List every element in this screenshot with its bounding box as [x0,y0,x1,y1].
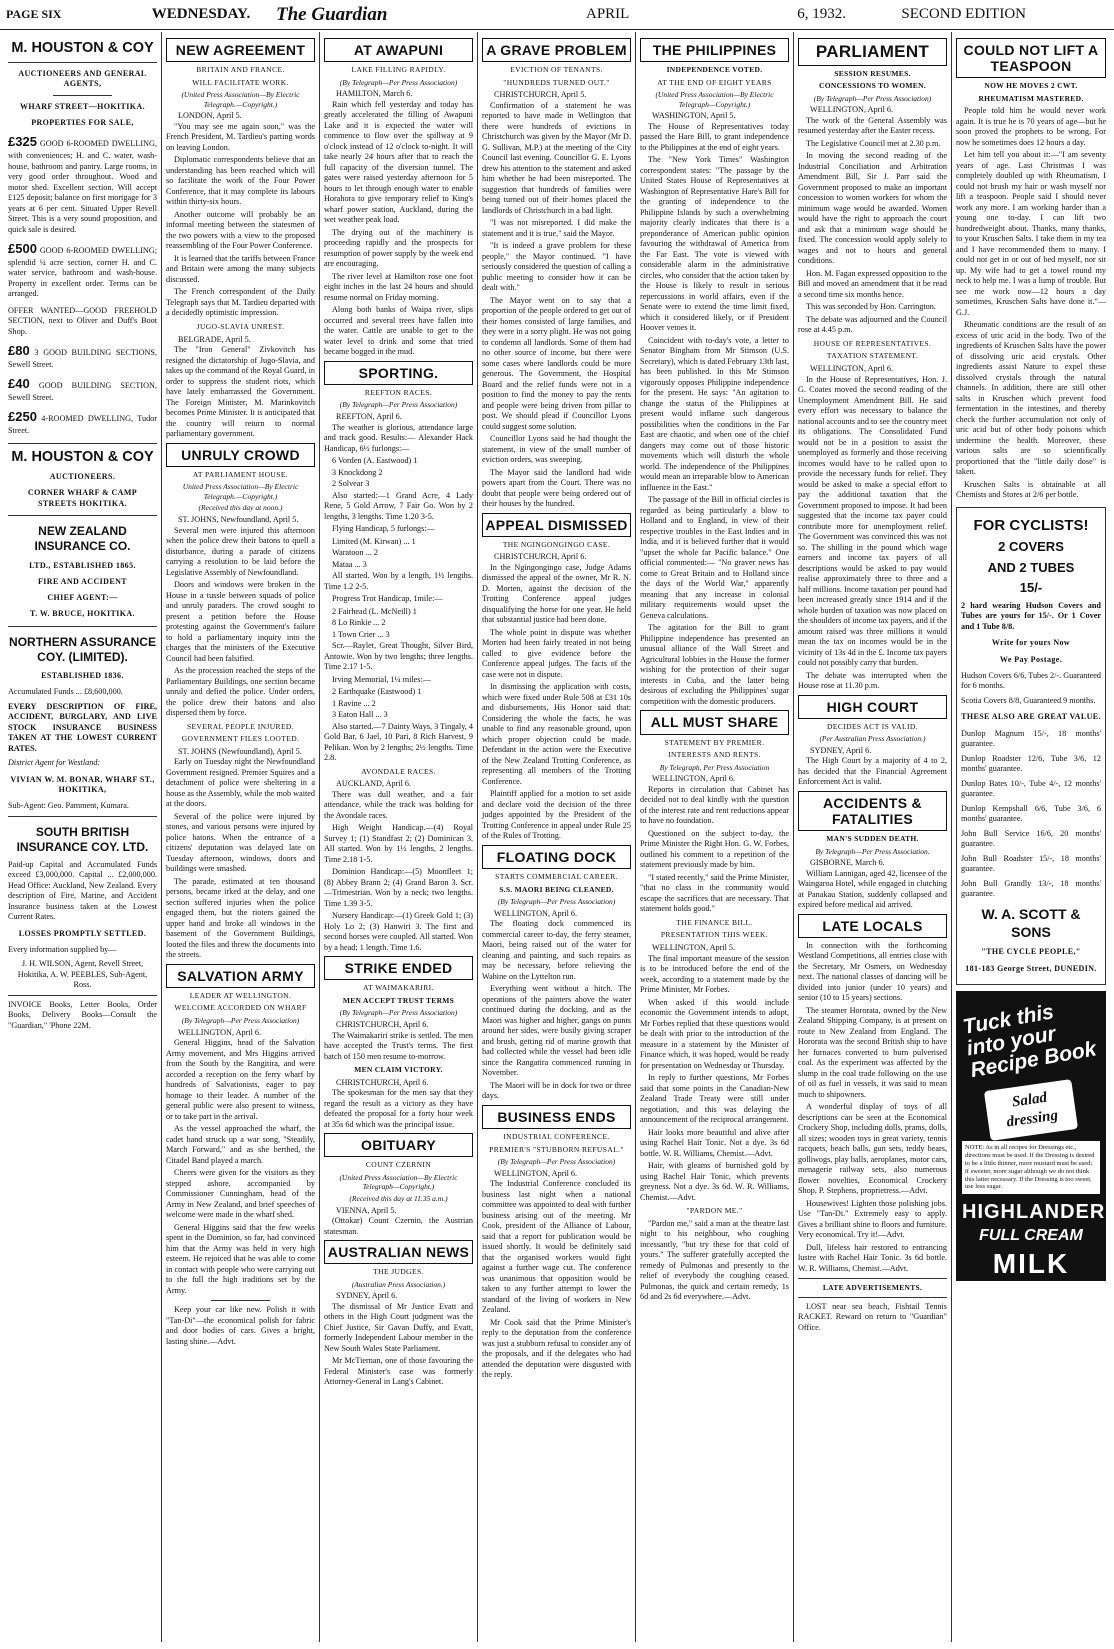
subheading: STATEMENT BY PREMIER. [664,737,765,747]
ad-text: Scotia Covers 8/8, Guaranteed 9 months. [961,695,1096,705]
article-paragraph: Everything went without a hitch. The operations of the painters above the water continued during the docking, and as the Maori was higher and higher, gangs on punts around her sides, were busily giving scraper and brush, getting rid of marine growth that had collected while the vessel had been idle since the Rangatira commenced running in November. [482,984,631,1078]
dateline: CHRISTCHURCH, April 6. [494,552,587,562]
subheading: WILL FACILITATE WORK. [192,77,289,87]
article-paragraph: In the Ngingongingo case, Judge Adams dismissed the appeal of the owner, Mr R. N. D. Morten, against the decision of the Trotting Conference appeal judges disqualifying the horse for one year. He held that substantial justice had been done. [482,562,631,625]
ad-text: Accumulated Funds ... £8,600,000. [8,687,123,697]
ad-firm-heading: M. HOUSTON & COY [11,40,154,56]
article-paragraph: Early on Tuesday night the Newfoundland Government resigned. Premier Squires and a detachment of police were sheltering in a house as the Assembly, while the mob waited at the doors. [166,757,315,809]
headline: AT AWAPUNI [324,38,473,62]
article-paragraph: "I stated recently," said the Prime Minister, "that no class in the community would escape the sacrifices that are necessary. That statement holds good." [640,872,789,914]
ad-line: WHARF STREET—HOKITIKA. [20,102,145,112]
listing-text: GOOD 6-ROOMED DWELLING; splendid ¼ acre section, corner H. and C. water service, bathroom and wash-house. Property in excellent order. Terms can be arranged. [8,246,157,299]
subheading: BRITAIN AND FRANCE. [196,65,285,75]
article-paragraph: Hair, with gleams of burnished gold by using Rachel Hair Tonic, which prevents greyness. Not a dye. 3s 6d. W. R. Williams, Chemist.—Advt. [640,1161,789,1202]
subheading: THE FINANCE BILL. [676,917,753,927]
headline: STRIKE ENDED [324,956,473,980]
ad-text: Dunlop Kempshall 6/6, Tube 3/6, 6 months' guarantee. [961,803,1101,824]
article-paragraph: It is learned that the tariffs between France and Britain were among the many subjects discussed. [166,253,315,284]
property-listing [8,409,157,436]
ad-line: ESTABLISHED 1836. [41,671,124,681]
subheading: RHEUMATISM MASTERED. [978,93,1084,103]
subheading: WELCOME ACCORDED ON WHARF [174,1003,307,1013]
article-paragraph: Progress Trot Handicap, 1mile:— [332,594,443,604]
subheading: PRESENTATION THIS WEEK. [660,930,769,940]
subheading: INTERESTS AND RENTS. [668,750,761,760]
article-paragraph: The Waimakariri strike is settled. The men have accepted the Trust's terms. The first batch of 150 men resume to-morrow. [324,1030,473,1061]
subheading: INDUSTRIAL CONFERENCE. [503,1131,610,1141]
subheading: AT PARLIAMENT HOUSE. [192,469,289,479]
headline: SALVATION ARMY [166,964,315,988]
article-paragraph: The final important measure of the session is to be introduced before the end of the week, according to a statement made by the Prime Minister, Mr Forbes. [640,953,789,995]
subheading: "PARDON ME." [686,1206,743,1216]
subheading: STARTS COMMERCIAL CAREER. [495,872,618,882]
ad-text: John Bull Grandly 13/-, 18 months' guarantee. [961,878,1101,899]
race-result: Mataa ... 3 [332,559,367,569]
cyclist-advert [956,507,1106,985]
subheading: COUNT CZERNIN [365,1160,432,1170]
credit-line: (By Telegraph—Per Press Association) [181,1016,300,1025]
ad-text: John Bull Service 16/6, 20 months' guarantee. [961,828,1101,849]
article-paragraph: The floating dock commenced its commercial career to-day, the ferry steamer, Maori, being raised out of the water for cleaning and painting, and such repairs as may be necessary, before relieving the Wahine on the Lyttelton run. [482,919,631,981]
article-paragraph: The Legislative Council met at 2.30 p.m. [806,138,941,148]
divider [8,62,157,63]
article-paragraph: This was seconded by Hon. Carrington. [806,302,936,312]
subheading: AT WAIMAKARIRI. [363,983,434,993]
article-paragraph: The river level at Hamilton rose one foot eight inches in the last 24 hours and should resume normal on Friday morning. [324,271,473,302]
article-paragraph: As the vessel approached the wharf, the cadet band struck up a war song, "Steadily, March Forward," and as she berthed, the Citadel Band played a march. [166,1124,315,1165]
credit-line: By Telegraph—Per Press Association. [815,846,930,856]
ad-text: Paid-up Capital and Accumulated Funds exceed £3,000,000. Capital ... £2,000,000. Head Office: Auckland, New Zealand. Every description of Fire, Marine, and Accident Insurance business taken at the Lowest Current Rates. [8,859,157,922]
article-paragraph: In dismissing the application with costs, which were fixed under Rule 508 at £31 10s and disbursements, His Honor said that: Considering the whole the facts, he was unable to find any reasonable ground, upon which proper objection could be made. Defendant in the action were the Executive of the New Zealand Trotting Conference, as representing all members of the Trotting Conference. [482,682,631,786]
article-paragraph: Another outcome will probably be an informal meeting between the statesmen of the two powers with a view to the proposed reassembling of the Four Power Conference. [166,209,315,251]
divider [8,626,157,627]
headline: UNRULY CROWD [166,443,315,467]
article-paragraph: Reports in circulation that Cabinet has decided not to deal kindly with the question of the interest rate and rent reductions appear to have no foundation. [640,784,789,826]
brand-tagline: FULL CREAM [979,1226,1083,1244]
ad-line: "THE CYCLE PEOPLE," [981,947,1081,957]
article-paragraph: Dull, lifeless hair restored to entrancing lustre with Rachel Hair Tonic. 3s 6d bottle. W. R. Williams, Chemist.—Advt. [798,1242,947,1273]
column-4 [478,32,636,1642]
article-paragraph: Doors and windows were broken in the House in a tussle between squads of police and unruly paraders. The crowd sought to present a petition before the House protesting against the Government's failure to hold a parliamentary inquiry into the charges that the ministers of the Executive Council had been falsified. [166,580,315,663]
race-result: 2 Fairhead (L. McNeill) 1 [332,606,417,616]
dateline: WELLINGTON, April 5. [652,943,736,953]
listing-price: £325 [8,134,37,150]
dateline: GISBORNE, March 6. [810,858,885,868]
article-paragraph: Kruschen Salts is obtainable at all Chemists and Stores at 2/6 per bottle. [956,479,1106,500]
article-paragraph: In connection with the forthcoming Westland Competitions, all entries close with the Secretary, Mr Osmers, on Wednesday next. The national classes of dancing will be divided into junior (under 10 years) and senior (10 to 15 years) sections. [798,940,947,1003]
credit-line: (United Press Association—By Electric Telegraph—Copyright.) [655,90,774,109]
ad-heading: 2 COVERS [998,539,1064,555]
ad-line: T. W. BRUCE, HOKITIKA. [30,609,135,619]
ad-line: THESE ALSO ARE GREAT VALUE. [961,712,1101,722]
subheading: LEADER AT WELLINGTON. [189,990,292,1000]
subheading: "HUNDREDS TURNED OUT." [503,77,610,87]
article-paragraph: When asked if this would include economic the Government intends to adopt, Mr Forbes replied that these questions would be dealt with prior to the introduction of the measure in a statement by the Minister of Finance which, it was hoped, would be ready for presentation on Wednesday or Thursday. [640,997,789,1070]
received-line: (Received this day at 11.35 a.m.) [349,1194,448,1203]
divider [211,1300,271,1301]
article-paragraph: Hair looks more beautiful and alive after using Rachel Hair Tonic. Not a dye. 3s 6d bottle. W. R. Williams, Chemist.—Advt. [640,1127,789,1158]
article-paragraph: The "Iron General" Zivkovitch has resigned the dictatorship of Jugo-Slavia, and takes up the command of the Royal Guard, in order to suppress the student riots, which have lately embarrassed the Government. The Foreign Minister, M. Marinkovitch becomes Prime Minister. It is anticipated that the country will return to normal parliamentary government. [166,345,315,439]
subheading: SEVERAL PEOPLE INJURED. [186,721,295,731]
property-listing [8,343,157,370]
month: APRIL [586,6,630,22]
headline: A GRAVE PROBLEM [482,38,631,62]
newspaper-title: The Guardian [276,3,388,25]
article-paragraph: Plaintiff applied for a motion to set aside and declare void the decision of the three judges appointed by the President of the Trotting Conference in appeal under Rule 25 of the Rules of Trotting. [482,789,631,841]
credit-line: (United Press Association—By Electric Telegraph—Copyright.) [339,1172,458,1192]
property-listing [8,376,157,403]
article-paragraph: The whole point in dispute was whether Morten had been fairly treated in not being called to give evidence before the Conference appeal judges. The facts of the case were not in dispute. [482,627,631,679]
subheading: JUGO-SLAVIA UNREST. [196,321,285,331]
article-paragraph: In moving the second reading of the Industrial Conciliation and Arbitration Amendment Bill, Sir J. Parr said the Government proposed to make an important concession to women workers for whom the minimum wage would be awarded. Women would have the right to approach the court and ask that a minimum wage should be fixed. The concession would apply solely to wages and not to hours and general conditions. [798,151,947,266]
date: 6, 1932. [797,6,846,22]
ad-text: 2 hard wearing Hudson Covers and Tubes are yours for 15/-. Or 1 Cover and 1 Tube 8/8. [961,600,1101,631]
column-5 [636,32,794,1642]
column-2 [162,32,320,1642]
divider [8,995,157,996]
article-paragraph: Nursery Handicap:—(1) Greek Gold 1; (3) Holy Lo 2; (3) Hanwiri 3. The first and second horses were coupled. All started. Won by a head; 1 length. Time 1.6. [324,911,473,952]
edition: SECOND EDITION [901,6,1026,22]
column-3 [320,32,478,1642]
divider [798,1297,947,1298]
article-paragraph: Housewives! Lighten those polishing jobs. Use "Tan-Di." Extremely easy to apply. Gives a brilliant shine to floors and furniture. Very economical. Try it!—Advt. [798,1198,947,1240]
headline: THE PHILIPPINES [640,38,789,62]
article-paragraph: The parade, estimated at ten thousand persons, became irked at the delay, and one section suffered injuries when the police engaged them, but the rioters gained the upper hand and broke all windows in the basement of the Government Buildings, looted the files and threw the documents into the streets. [166,876,315,960]
article-paragraph: There was dull weather, and a fair attendance, while the track was holding for the Avondale races. [324,789,473,820]
dateline: VIENNA, April 5. [336,1205,397,1215]
ad-firm-heading: M. HOUSTON & COY [11,448,154,465]
weekday: WEDNESDAY. [151,6,251,22]
article-paragraph: Mr McTiernan, one of those favouring the Federal Minister's case was formerly Attorney-General in Lang's Cabinet. [324,1356,473,1387]
headline: PARLIAMENT [798,38,947,66]
listing-price: £500 [8,241,37,257]
dateline: CHRISTCHURCH, April 6. [336,1020,429,1030]
subheading: SESSION RESUMES. [834,68,911,78]
insurance-heading: NEW ZEALAND INSURANCE CO. [34,523,131,554]
article-paragraph: The "New York Times" Washington correspondent states: "The passage by the United States House of Representatives at Washington of Representative Hare's Bill for the granting of independence to the Philippine Islands by such a overwhelming majority clearly indicates that there is a preponderance of American public opinion favouring the withdrawal of America from the Far East. The vote is viewed with considerable alarm in the administrative circles, who consider that the action taken by the House is likely to result in serious repercussions in world affairs, even if the Senate were to extend the time limit fixed, which it considered likely, or if President Hoover vetoes it. [640,155,789,333]
headline: APPEAL DISMISSED [482,513,631,537]
article-paragraph: The Mayor went on to say that a proportion of the people ordered to get out of their homes consisted of large families, and they were in a sorry plight. He was not going to condemn all landlords. Some of them had no other source of income, but there were some cases where landlords could be more generous. The Government, the Hospital Board and the relief funds were not in a position to find the money to pay the rents and people were being driven from pillar to post. We should plead if Councillor Lyons could suggest some solution. [482,295,631,431]
article-paragraph: The passage of the Bill in official circles is regarded as being particularly a blow to Holland and to England, in view of their respective troubles in the East Indies and in India, and it is believed further that it would "upset the whole far Pacific balance." One official commented:— "No graver news has come to Great Britain and to Holland since the days of the World War," apparently meaning that any increase in colonial military requirements would upset the Geneva calculations. [640,495,789,620]
article-paragraph: William Lannigan, aged 42, licensee of the Waingaroa Hotel, while engaged in clutching at Panakau Station, suddenly collapsed and expired before medical aid arrived. [798,868,947,910]
subheading: PREMIER'S "STUBBORN REFUSAL." [489,1144,624,1154]
subheading: LAKE FILLING RAPIDLY. [351,65,446,75]
ad-note: NOTE: As in all recipes for Dressings etc., directions must be used. If the Dressing is desired to be a little thinner, more mustard must be used; if sweeter, more sugar although we do not think this latter necessary. If the Dressing is too sweet, use less sugar. [962,1141,1100,1194]
subheading: CONCESSIONS TO WOMEN. [819,81,926,91]
dateline: LONDON, April 5. [178,111,242,121]
headline: LATE LOCALS [798,914,947,938]
race-result: 2 Earthquake (Eastwood) 1 [332,687,422,697]
listing-text: GOOD 6-ROOMED DWELLING, with conveniences; H. and C. water, wash-house, bathroom and pantry. Large rooms, in very good order throughout. Wood and motor shed. Excellent section. Will accept £125 deposit; balance on first mortgage for 3 years at 6 per cent. Situated Upper Revell Street. This is a very sound proposition, and quick sale is desired. [8,139,158,234]
article-paragraph: Rain which fell yesterday and today has greatly accelerated the filling of Awapuni Lake and it is expected the water will commence to flow over the spillway at 9 o'clock instead of 12 o'clock to-night. It will take nearly 24 hours after that to reach the full capacity of the diversion tunnel. The gates were raised yesterday afternoon for 5 hours to let through enough water to enable Horahora to give temporary relief to King's wharf power station, Auckland, during the wet weather peak load. [324,99,473,225]
subheading: TAXATION STATEMENT. [826,351,919,361]
article-paragraph: The work of the General Assembly was resumed yesterday after the Easter recess. [798,115,947,136]
article-paragraph: Also started:—1 Grand Acre, 4 Lady Rene, 5 Gold Arrow, 7 Fair Go. Won by 2 lengths, 3 lengths. Time 1.20 3-5. [324,490,473,521]
article-paragraph: General Higgins, head of the Salvation Army movement, and Mrs Higgins arrived from the South by the Rangitira, and were accorded a reception on the ferry wharf by hundreds of Salvationists, eager to pay homage to their leader. A number of the general public were also present to witness, or to take part in the arrival. [166,1038,315,1121]
dateline: WELLINGTON, April 6. [810,364,894,374]
article-paragraph: In reply to further questions, Mr Forbes said that some points in the Canadian-New Zealand Trade Treaty were still under negotiation, and this was delaying the announcement of the reciprocal arrangement. [640,1073,789,1125]
credit-line: By Telegraph, Per Press Association [659,762,770,772]
subheading: LATE ADVERTISEMENTS. [822,1283,923,1293]
listing-text: GOOD BUILDING SECTION, Sewell Street. [8,381,157,402]
race-result: 3 Knockdong 2 [332,467,383,477]
article-paragraph: A wonderful display of toys of all descriptions can be seen at the Economical Crockery Shop, including dolls, prams, dolls, all sizes; wooden toys in great variety, tennis racquets, beach balls, gun sets, teddy bears, golliwogs, play balls, aeroplanes, motor cars, menagerie railway sets, also numerous flower novelties, Economical Crockery Shop, P. Stephens, proprietress.—Advt. [798,1102,947,1196]
ad-text: INVOICE Books, Letter Books, Order Books, Delivery Books—Consult the "Guardian," 'Phone 22M. [8,999,157,1030]
dateline: REEFTON, April 6. [336,412,402,422]
property-listing [8,134,157,235]
dateline: WASHINGTON, April 5. [652,111,736,121]
ad-heading: Tuck this into your Recipe Book [961,1000,1099,1083]
column-6 [794,32,952,1642]
article-paragraph: Questioned on the subject to-day, the Prime Minister the Right Hon. G. W. Forbes, outlined his comment to a repetition of the statement previously made by him. [640,828,789,870]
listing-price: £250 [8,409,37,425]
masthead [0,0,1114,30]
insurance-heading: SOUTH BRITISH INSURANCE COY. LTD. [16,824,149,855]
insurance-heading: NORTHERN ASSURANCE COY. (LIMITED). [9,634,156,664]
race-result: 1 Ravine ... 2 [332,698,376,708]
article-paragraph: The dismissal of Mr Justice Evatt and others in the High Court judgment was the Chief Justice, Sir Gavan Duffy, and Evatt, formerly Independent Labour member in the New South Wales State Parliament. [324,1301,473,1353]
race-result: Limited (M. Kirwan) ... 1 [332,536,416,546]
race-result: 1 Town Crier ... 3 [332,629,390,639]
ad-line: We Pay Postage. [999,654,1063,664]
article-paragraph: Confirmation of a statement he was reported to have made in Wellington that there were hundreds of evictions in Christchurch was given by the Mayor (Mr D. G. Sullivan, M.P.) at the meeting of the City Council last evening. Councillor G. E. Lyons drew his attention to the statement and asked him whether he had been misreported. The suggestion that hundreds of families were being turned out of their homes placed the landlords of Christchurch in a bad light. [482,100,631,215]
property-listing [8,241,157,300]
ad-heading: FOR CYCLISTS! [973,516,1089,534]
subheading: REEFTON RACES. [364,387,433,397]
credit-line: (Per Australian Press Association.) [819,734,926,744]
race-result: 2 Solvear 3 [332,479,370,489]
article-paragraph: LOST near sea beach, Fishtail Tennis RACKET. Reward on return to "Guardian" Office. [798,1301,947,1332]
article-paragraph: "It is indeed a grave problem for these people," the Mayor continued. "I have seriously considered the question of calling a public meeting to consider how it can be dealt with." [482,241,631,293]
salad-dressing-card: Salad dressing [984,1079,1078,1141]
received-line: (Received this day at noon.) [198,503,283,513]
dateline: AUCKLAND, April 6. [336,779,412,789]
ad-line: VIVIAN W. M. BONAR, WHARF ST., HOKITIKA, [10,774,155,795]
ad-line: AUCTIONEERS. [49,472,116,482]
dateline: ST. JOHNS (Newfoundland), April 5. [178,746,302,756]
article-paragraph: The High Court by a majority of 4 to 2, has decided that the Financial Agreement Enforcement Act is valid. [798,756,947,787]
credit-line: (By Telegraph—Per Press Association) [339,1008,458,1018]
article-paragraph: The steamer Hororata, owned by the New Zealand Shipping Company, is at present on route to New Zealand from England. The Hororata was the second British ship to have her furnaces converted to burn pulverised coal. As the experiment was affected by the slump in the coal trade following on the use of oil as fuel in vessels, it was said to mean much to shipowners. [798,1005,947,1099]
credit-line: (By Telegraph—Per Press Association) [339,77,458,87]
ad-price: 15/- [1019,580,1043,596]
article-paragraph: "I was not misreported. I did make the statement and it is true," said the Mayor. [482,218,631,238]
race-result: Waratoon ... 2 [332,548,378,558]
ad-text: Sub-Agent: Geo. Pamment, Kumara. [8,801,129,811]
article-paragraph: (Ottokar) Count Czernin, the Austrian statesman. [324,1216,473,1236]
article-paragraph: The drying out of the machinery is proceeding rapidly and the prospects for resumption of power supply by the week end are encouraging. [324,227,473,269]
ad-line: FIRE AND ACCIDENT [37,576,128,586]
column-7 [952,32,1110,1642]
subheading: GOVERNMENT FILES LOOTED. [181,734,300,744]
ad-line: LOSSES PROMPTLY SETTLED. [18,928,147,938]
race-result: 6 Vorden (A. Eastwood) 1 [332,456,418,466]
ad-line: AUCTIONEERS AND GENERAL AGENTS, [18,68,147,88]
article-paragraph: Let him tell you about it:—"I am seventy years of age. Last Christmas I was completely doubled up with Rheumatism, I could not brush my hair or wash myself nor lift a teaspoon. People said I should never work any more. I am working harder than a young one to-day. I can lift two hundredweight about. Thanks, many thanks, to your Kruschen Salts. I take them in my tea and I have recommended them to many. I could not get in or out of bed myself, nor sit up. My wife had to get a towel round my neck to help me. I was a lump of trouble. But see me work now—12 hours a day sometimes, Kruschen Salts have done it."—G.J. [956,150,1106,317]
article-paragraph: Councillor Lyons said he had thought the statement, in view of the small number of eviction orders, was sweeping. [482,434,631,465]
ad-line: CORNER WHARF & CAMP STREETS HOKITIKA. [27,488,138,508]
headline: ALL MUST SHARE [640,710,789,734]
article-paragraph: The Mayor said the landlord had wide powers apart from the Court. There was no doubt that people were being ordered out of their houses by the hundred. [482,467,631,509]
ad-text: District Agent for Westland: [8,758,101,768]
subheading: S.S. MAORI BEING CLEANED. [499,884,614,894]
article-paragraph: As the procession reached the steps of the Parliamentary Buildings, one section became unruly and defied the police. Under orders, the police drew their batons and also dispersed them by force. [166,666,315,718]
article-paragraph: The French correspondent of the Daily Telegraph says that M. Tardieu departed with a decidedly optimistic impression. [166,287,315,318]
race-result: 8 Lo Rinkie ... 2 [332,618,386,628]
dateline: WELLINGTON, April 6. [810,105,894,115]
credit-line: (By Telegraph—Per Press Association) [497,1157,616,1167]
headline: ACCIDENTS & FATALITIES [798,791,947,831]
ad-text: Hudson Covers 6/6, Tubes 2/-. Guaranteed for 6 months. [961,670,1101,691]
ad-text: Every information supplied by— [8,944,117,954]
dateline: WELLINGTON, April 6. [652,774,736,784]
article-paragraph: The Industrial Conference concluded its business last night when a national committee was appointed to deal with further business arising out of the meeting. Mr Cook, president of the Alliance of Labour, said that a report for publication would be issued shortly. It would be definitely said that the organised workers would fight against a further wage cut. The conference was unanimous that opposition would be taken to any further attempt to lower the standard of the living of workers in New Zealand. [482,1179,631,1315]
credit-line: (United Press Association—By Electric Telegraph.—Copyright.) [181,90,300,109]
dateline: CHRISTCHURCH, April 6. [336,1077,429,1087]
article-paragraph: Cheers were given for the visitors as they stepped ashore, accompanied by Commissioner Cunningham, head of the Army in New Zealand, and brief speeches of welcome were made in the wharf shed. [166,1168,315,1220]
dateline: BELGRADE, April 5. [178,334,251,344]
article-paragraph: The weather is glorious, attendance large and track good. Results:— Alexander Hack Handicap, 6½ furlongs:— [324,422,473,453]
article-paragraph: Also started.—7 Dainty Ways, 3 Tingaly, 4 Gold Bar, 6 Jael, 10 Pari, 8 Rich Harvest, 9 Pelikan. Won by 2 lengths; 2½ lengths. Time 2.8. [324,721,473,763]
headline: AUSTRALIAN NEWS [324,1240,473,1264]
ad-line: LTD., ESTABLISHED 1865. [29,560,136,570]
article-paragraph: Flying Handicap, 5 furlongs:— [332,524,435,534]
article-paragraph: People told him he would never work again. It is true he is 70 years of age—but he soon proved the prophets to be wrong. For now he sometimes does 12 hours a day. [956,106,1106,147]
subheading: DECIDES ACT IS VALID. [827,721,918,731]
dateline: WELLINGTON, April 6. [494,908,578,918]
subheading: AVONDALE RACES. [361,766,436,776]
ad-line: CHIEF AGENT:— [47,593,118,603]
article-paragraph: "Pardon me," said a man at the theatre last night to his neighbour, who coughing incessantly, "but try these for that cold of yours." The sufferer gratefully accepted the remedy of Pulmonas and presently to the relief of everybody the coughing ceased. Pulmonas, the quick and certain remedy, 1s 6d and 2s 6d everywhere.—Advt. [640,1218,789,1302]
article-paragraph: Several men were injured this afternoon when the police drew their batons to quell a disturbance, during a parade of citizens carrying a resolution to be laid before the Legislative Assembly of Newfoundland. [166,525,315,577]
headline: HIGH COURT [798,695,947,719]
article-paragraph: Scr.—Raylet, Great Thought, Silver Bird, Antowie. Won by two lengths; three lengths. Time 2.17 1-5. [324,641,473,672]
article-paragraph: All started. Won by a length, 1½ lengths. Time 1.2 2-5. [324,571,473,591]
column-1 [4,32,162,1642]
brand-name: HIGHLANDER [962,1201,1106,1224]
page-columns [4,32,1110,1642]
ad-line: PROPERTIES FOR SALE, [31,118,134,128]
credit-line: (By Telegraph—Per Press Association) [497,897,616,907]
headline: FLOATING DOCK [482,845,631,869]
headline: COULD NOT LIFT A TEASPOON [956,38,1106,78]
listing-text: 4-ROOMED DWELLING, Tudor Street. [8,414,158,436]
brand-product: MILK [992,1248,1070,1280]
property-listing: OFFER WANTED—GOOD FREEHOLD SECTION, next to Oliver and Duff's Boot Shop. [8,305,157,336]
article-paragraph: Mr Cook said that the Prime Minister's reply to the deputation from the conference was just a stubborn refusal to consider any of the proposals, and if the delegates who had attended the deputation were disgusted with the reply. [482,1317,631,1380]
ad-text: John Bull Roadster 15/-, 18 months' guarantee. [961,853,1101,874]
credit-line: United Press Association—By Electric Telegraph.—Copyright.) [182,482,299,501]
article-paragraph: High Weight Handicap.—(4) Royal Survey 1; (1) Standfast 2; (2) Dominican 3. All started. Won by 1½ lengths, 2 lengths. Time 2.18 1-5. [324,823,473,864]
divider [8,816,157,817]
race-result: 3 Eaton Hall ... 3 [332,710,388,720]
divider [8,515,157,516]
article-paragraph: The agitation for the Bill to grant Philippine independence has presented an unusual alliance of the Wall Street and Agricultural lobbies in the House the former wishing for the protection of their sugar interests in Cuba, and the latter being desirous of excluding the Philippines' sugar competition with the domestic producers. [640,623,789,706]
divider [798,1278,947,1279]
article-paragraph: The Maori will be in dock for two or three days. [482,1080,631,1101]
ad-line: Write for yours Now [991,638,1071,648]
subheading: EVICTION OF TENANTS. [510,65,603,75]
headline: BUSINESS ENDS [482,1105,631,1129]
article-paragraph: "You may see me again soon," was the French President, M. Tardieu's parting words on leaving London. [166,121,315,152]
article-paragraph: Irving Memorial, 1¼ miles:— [332,674,431,684]
dateline: WELLINGTON, April 6. [178,1027,262,1037]
ad-text: Dunlop Magnum 15/-, 18 months' guarantee. [961,728,1101,749]
article-paragraph: The House of Representatives today passed the Hare Bill, to grant independence to the Philippines at the end of eight years. [640,121,789,152]
subheading: HOUSE OF REPRESENTATIVES. [813,338,932,348]
credit-line: (By Telegraph—Per Press Association) [339,400,458,410]
dateline: SYDNEY, April 6. [810,745,872,755]
ad-text: Dunlop Bates 10/-, Tube 4/-, 12 months' guarantee. [961,778,1101,799]
headline: OBITUARY [324,1133,473,1157]
article-paragraph: Hon. M. Fagan expressed opposition to the Bill and moved an amendment that it be read a second time six months hence. [798,268,947,299]
dateline: CHRISTCHURCH, April 5. [494,90,587,100]
subheading: MEN CLAIM VICTORY. [354,1065,443,1075]
dateline: SYDNEY, April 6. [336,1291,398,1301]
ad-text: J. H. WILSON, Agent, Revell Street, Hokitika, A. W. PEEBLES, Sub-Agent, Ross. [17,959,148,990]
divider [53,95,113,96]
listing-price: £80 [8,343,30,359]
listing-price: £40 [8,376,30,392]
credit-line: (Australian Press Association.) [351,1279,446,1289]
subheading: INDEPENDENCE VOTED. [666,65,763,75]
article-paragraph: In the House of Representatives, Hon. J. G. Coates moved the second reading of the Unemployment Amendment Bill. He said every effort was necessary to balance the national accounts and to see the country meet its obligations. The Consolidated Fund would not be in a position to assist the unemployed as formerly and those receiving incomes would have to be called upon to provide the necessary funds for relief. They would be asked to make a special effort to pay the additional taxation that the Government proposed to impose. It had been suggested that the income tax payer could contribute more for unemployment relief. The Government was convinced this was not so. The shilling in the pound which wage earners and income tax payers of all descriptions would be asked to pay would realise approximately three to three and a half millions. Income taxation per pound had been increased greatly since 1914 and if the whole burden of taxation was now placed on the shoulders of income tax payers, and if the amount raised was three millions it would mean the tax on incomes would be in the vicinity of 13s 4d in the £. Income tax payers could not possibly carry that burden. [798,374,947,668]
listing-text: 3 GOOD BUILDING SECTIONS, Sewell Street. [8,348,157,369]
dateline: WELLINGTON, April 6. [494,1168,578,1178]
highlander-milk-advert [956,991,1106,1281]
article-paragraph: Coincident with to-day's vote, a letter to Senator Bingham from Mr Stimson (U.S. Secretary), which is dated February 13th last, has been published. In this Mr Stimson vigorously opposes Philippine independence for the present. He says: "An agitation to change the status of the Philippines at present would inflame such dangerous possibilities when the conditions in the Far East are chaotic, and when one of the chief dangers may come out of those historic movements which will disturb the whole world. The independence of the Philippines would mean an irreparable blow to American influence in the East." [640,335,789,492]
article-paragraph: Along both banks of Waipa river, slips occurred and several trees have fallen into the water. Cattle are unable to get to the water level to drink and some that tried became bogged in the mud. [324,305,473,357]
dateline: HAMILTON, March 6. [336,89,413,99]
article-paragraph: The spokesman for the men say that they regard the result as a victory as they have defeated the proposal for a forty hour week at 35s 6d which was the principal issue. [324,1088,473,1129]
ad-firm-heading: W. A. SCOTT & SONS [981,905,1081,940]
ad-line: 181-183 George Street, DUNEDIN. [965,963,1097,973]
article-paragraph: Rheumatic conditions are the result of an excess of uric acid in the body. Two of the ingredients of Kruschen Salts have the power of dissolving uric acid crystals. Other ingredients assist Nature to expel these dissolved crystals through the natural channels. In addition, there are still other salts in Kruschen which prevent food fermentation in the intestines, and thereby check the further accumulation not only of uric acid but of other body poisons which undermine the health. Moreover, these various salts are so scientifically proportioned that the "little daily dose" is taken. [956,320,1106,477]
subheading: MEN ACCEPT TRUST TERMS [342,995,455,1005]
article-paragraph: Dominion Handicap:—(5) Moonfleet 1; (8) Abbey Brann 2; (4) Grand Baron 3. Scr.—Trimestrian. Won by a neck; two lengths. Time 1.39 3-5. [324,867,473,908]
article-paragraph: Diplomatic correspondents believe that an understanding has been reached which will so facilitate the work of the Four Power Conference, that it may complete its labours within thirty-six hours. [166,155,315,207]
dateline: ST. JOHNS, Newfoundland, April 5. [178,515,299,525]
ad-text: EVERY DESCRIPTION OF FIRE, ACCIDENT, BURGLARY, AND LIVE STOCK INSURANCE BUSINESS TAKEN AT THE LOWEST CURRENT RATES. [8,701,157,753]
article-paragraph: Several of the police were injured by stones, and various persons were injured by police batons. When the entrance of a citizens' deputation was delayed late on Tuesday afternoon, windows, doors and buildings were smashed. [166,811,315,874]
article-paragraph: The debate was interrupted when the House rose at 11.30 p.m. [798,670,947,691]
headline: NEW AGREEMENT [166,38,315,62]
subheading: MAN'S SUDDEN DEATH. [826,833,919,843]
article-paragraph: The debate was adjourned and the Council rose at 4.45 p.m. [798,314,947,335]
page-number: PAGE SIX [6,7,62,21]
subheading: THE JUDGES. [373,1267,424,1277]
headline: SPORTING. [324,361,473,385]
subheading: NOW HE MOVES 2 CWT. [984,81,1078,91]
divider [8,443,157,444]
ad-text: Dunlop Roadster 12/6, Tube 3/6, 12 months' guarantee. [961,753,1101,774]
subheading: THE NGINGONGINGO CASE. [502,539,611,549]
article-paragraph: General Higgins said that the few weeks spent in the Dominion, so far, had convinced him that the Army was held in very high esteem. He rejoiced that he was able to come in contact with people who were carrying out to the full the high traditions set by the Army. [166,1222,315,1295]
subheading: AT THE END OF EIGHT YEARS [657,77,772,87]
credit-line: (By Telegraph—Per Press Association) [813,93,932,103]
article-paragraph: Keep your car like new. Polish it with "Tan-Di"—the economical polish for fabric and door bodies of cars. Gives a bright, lasting shine.—Advt. [166,1305,315,1346]
ad-heading: AND 2 TUBES [987,559,1075,575]
